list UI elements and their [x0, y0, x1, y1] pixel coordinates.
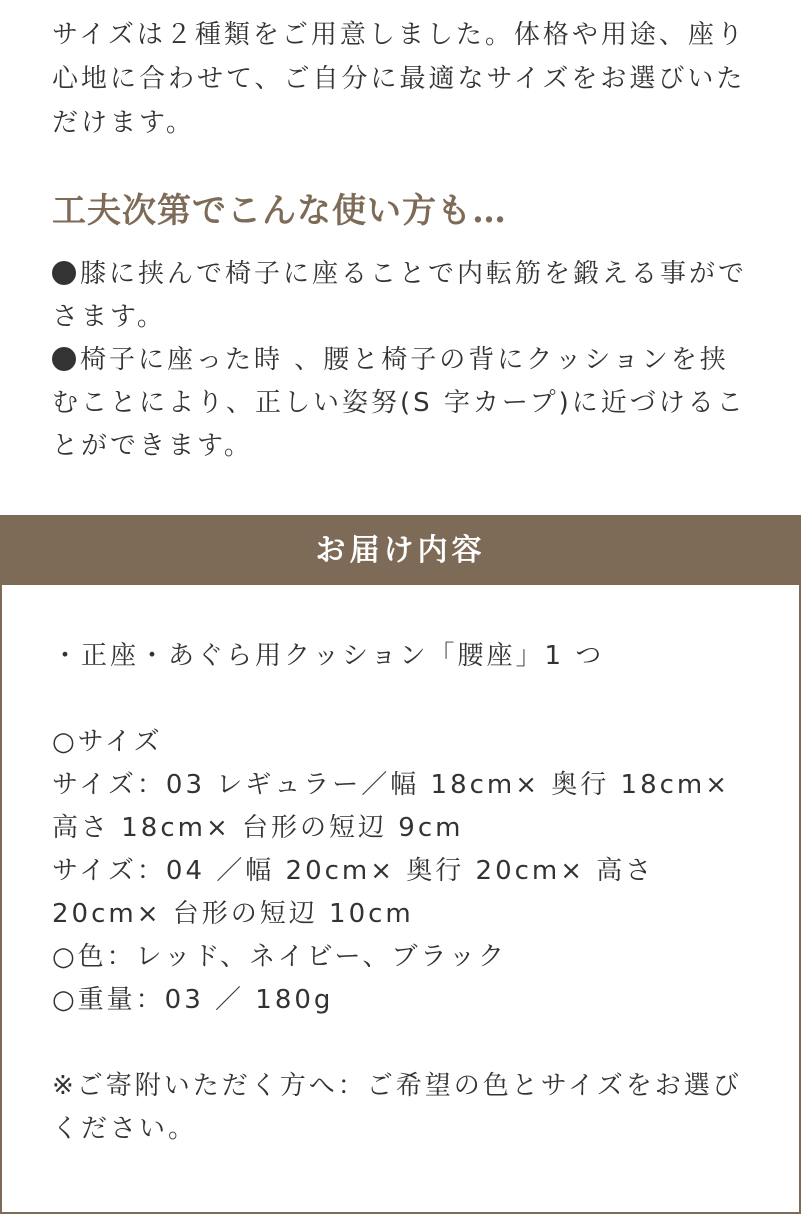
- size-line-04: サイズ：04 ／幅 20cm× 奥行 20cm× 高さ 20cm× 台形の短辺 10cm: [52, 856, 655, 929]
- color-line: ○色：レッド、ネイビー、ブラック: [52, 942, 507, 972]
- delivery-details: [52, 635, 752, 1151]
- donor-note: ※ご寄附いただく方へ：ご希望の色とサイズをお選びください。: [52, 1071, 742, 1144]
- size-line-03: サイズ：03 レギュラー／幅 18cm× 奥行 18cm× 高さ 18cm× 台形の短辺 9cm: [52, 770, 731, 843]
- tip-item: [52, 339, 752, 468]
- spacer: [52, 1022, 752, 1065]
- weight-line: ○重量：03 ／ 180g: [52, 985, 334, 1015]
- delivery-title: お届け内容: [2, 517, 799, 585]
- intro-text: サイズは２種類をご用意しました。体格や用途、座り心地に合わせて、ご自分に最適なサイズをお選びいただけます。: [52, 20, 746, 138]
- size-heading: ○サイズ: [52, 727, 163, 757]
- bullet-icon: [52, 261, 76, 285]
- tip-item: [52, 253, 752, 339]
- delivery-contents-box: [0, 515, 801, 1214]
- tip-text: 椅子に座った時 、腰と椅子の背にクッションを挟むことにより、正しい姿努(S 字カープ)に近づけることができます。: [52, 345, 746, 461]
- bullet-icon: [52, 347, 76, 371]
- tip-text: 膝に挟んで椅子に座ることで内転筋を鍛える事がでさます。: [52, 259, 748, 332]
- section-heading: 工夫次第でこんな使い方も…: [52, 191, 507, 231]
- delivery-item: ・正座・あぐら用クッション「腰座」1 つ: [52, 641, 605, 671]
- spacer: [52, 678, 752, 721]
- tips-list: [52, 253, 752, 468]
